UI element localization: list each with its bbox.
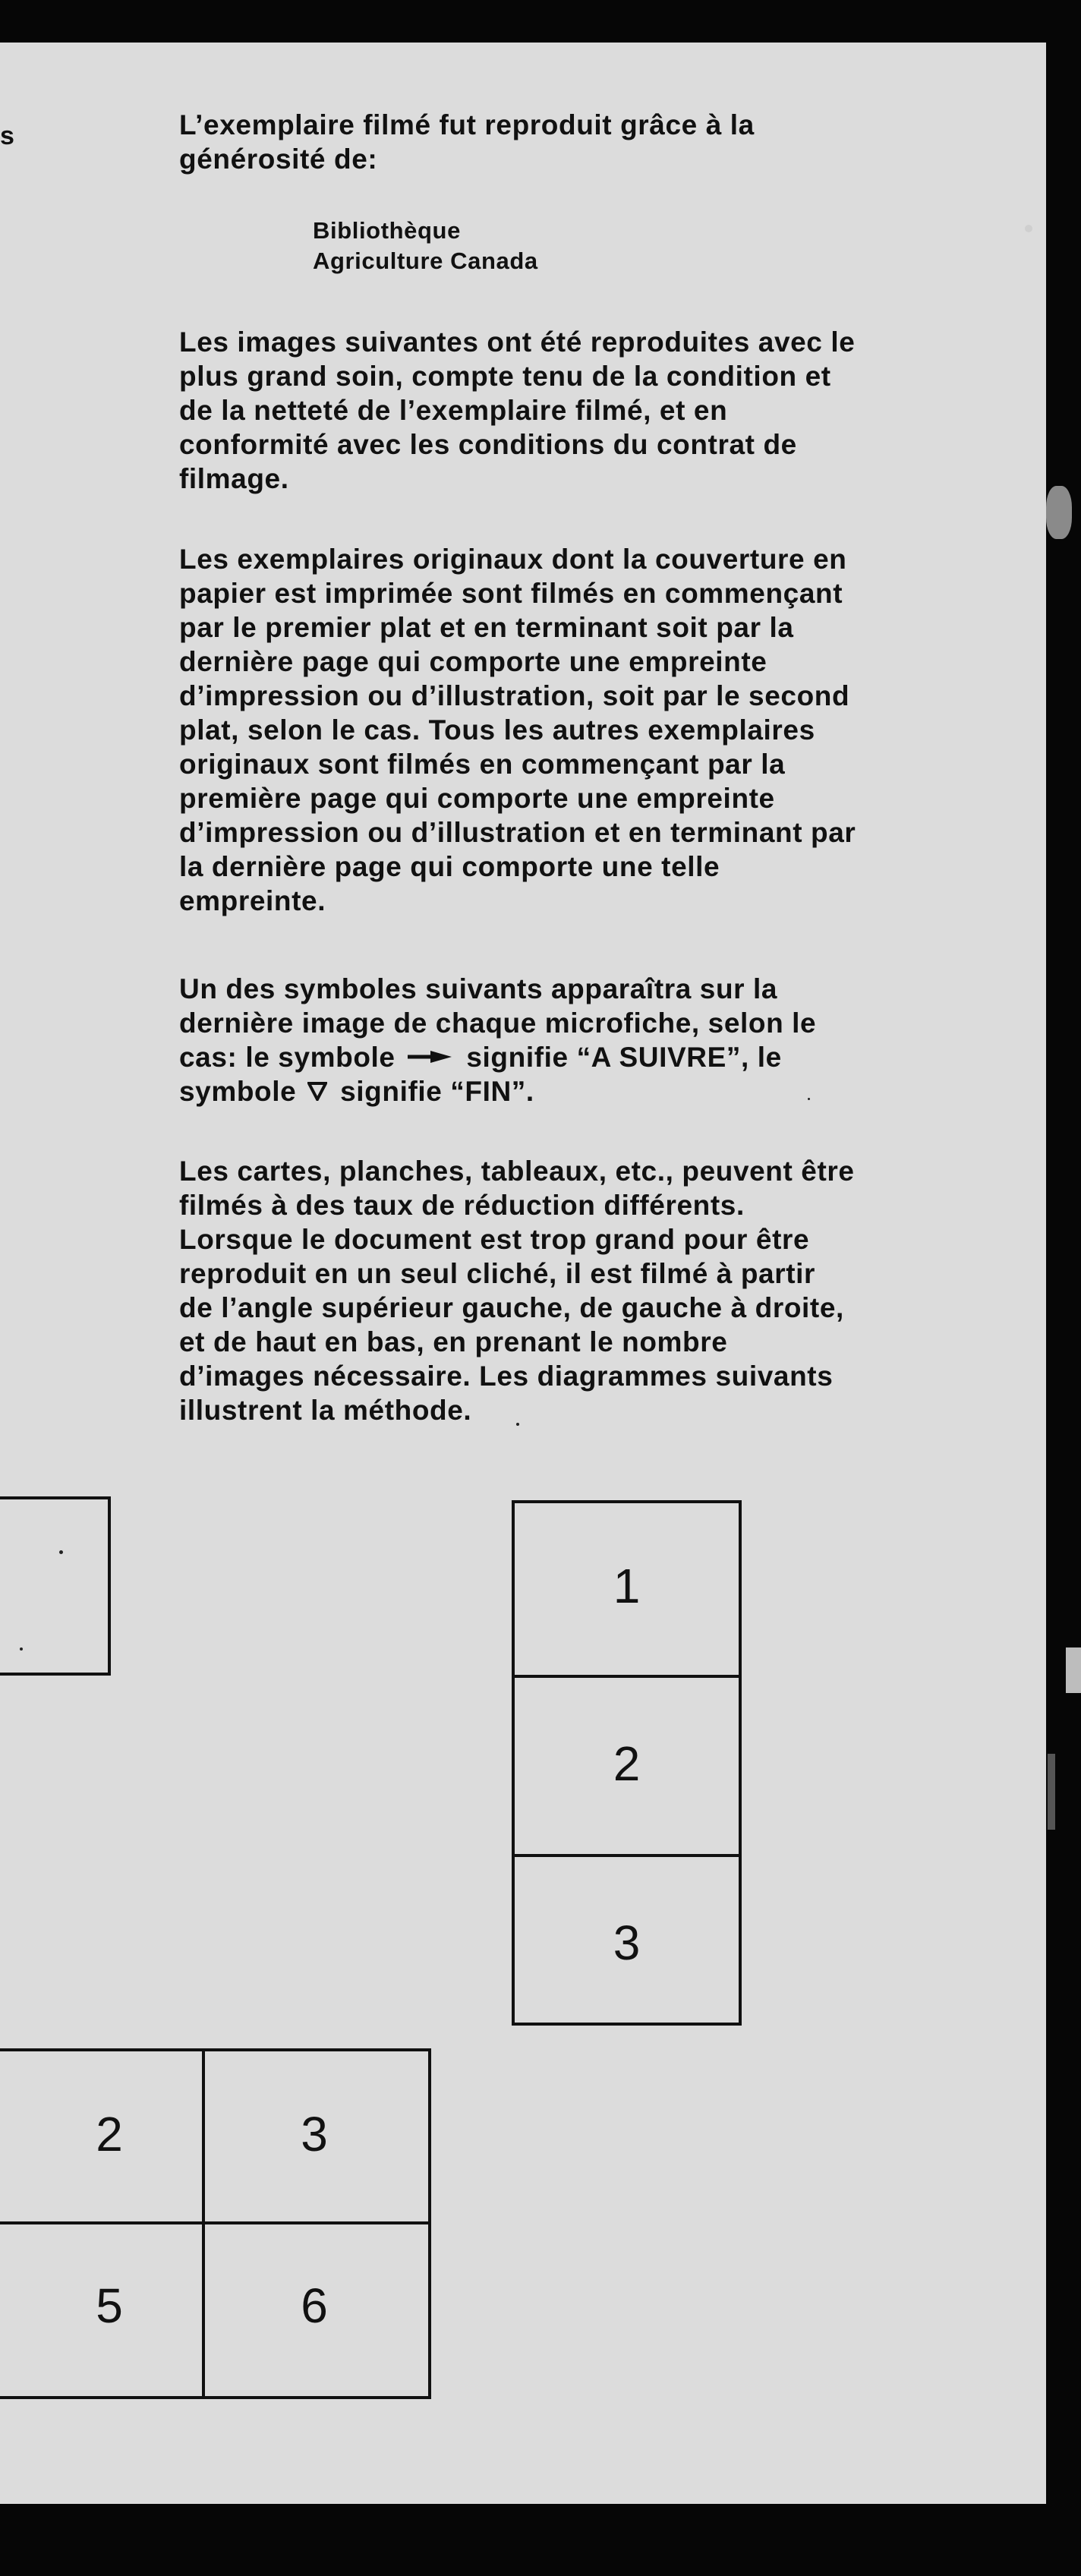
scan-speck xyxy=(808,1098,810,1100)
paragraph-reproduction xyxy=(179,325,923,496)
diagram-vertical-divider-2 xyxy=(515,1854,739,1857)
symbols-line-3-start: cas: le symbole xyxy=(179,1042,396,1073)
symbols-line-4-end: signifie “FIN”. xyxy=(340,1076,534,1107)
diagram-vertical-cell-3: 3 xyxy=(613,1915,641,1970)
scanned-page xyxy=(0,43,1046,2504)
paragraph-maps xyxy=(179,1154,923,1427)
paragraph-reproduction-text: Les images suivantes ont été reproduites avec le plus grand soin, compte tenu de la condition et de la netteté de l’exemplaire filmé, et en conformité avec les conditions du contrat de filmage. xyxy=(179,326,856,494)
symbols-line-4-start: symbole xyxy=(179,1076,297,1107)
paragraph-maps-text: Les cartes, planches, tableaux, etc., peuvent être filmés à des taux de réduction différents. Lorsque le document est trop grand pour être reproduit en un seul cliché, il est filmé à partir de l’angle supérieur gauche, de gauche à droite, et de haut en bas, en prenant le nombre d’images nécessaire. Les diagrammes suivants illustrent la méthode. xyxy=(179,1156,855,1426)
paragraph-originals-text: Les exemplaires originaux dont la couverture en papier est imprimée sont filmés en commençant par le premier plat et en terminant soit par la dernière page qui comporte une empreinte d’impression ou d’illustration, soit par le second plat, selon le cas. Tous les autres exemplaires originaux sont filmés en commençant par la première page qui comporte une empreinte d’impression ou d’illustration et en terminant par la dernière page qui comporte une telle empreinte. xyxy=(179,544,856,916)
intro-paragraph xyxy=(179,108,923,176)
paragraph-originals xyxy=(179,542,923,918)
diagram-grid-cell-2: 2 xyxy=(96,2107,123,2161)
library-text: Bibliothèque Agriculture Canada xyxy=(313,217,538,274)
diagram-vertical-cell-1: 1 xyxy=(613,1559,641,1613)
diagram-grid xyxy=(0,2048,431,2399)
scan-speck xyxy=(20,1647,23,1651)
diagram-grid-hline xyxy=(0,2221,428,2224)
scan-artifact xyxy=(1046,486,1072,539)
symbols-line-4 xyxy=(179,1074,923,1108)
triangle-down-icon xyxy=(307,1081,327,1101)
scan-speck xyxy=(59,1550,63,1554)
scan-artifact xyxy=(1048,1754,1055,1830)
symbols-line-1: Un des symboles suivants apparaîtra sur la xyxy=(179,973,778,1004)
scan-artifact xyxy=(1066,1647,1081,1693)
scan-artifact xyxy=(1025,225,1032,232)
diagram-vertical xyxy=(512,1500,742,2026)
diagram-vertical-divider-1 xyxy=(515,1675,739,1678)
intro-text: L’exemplaire filmé fut reproduit grâce à la générosité de: xyxy=(179,109,755,175)
symbols-line-2: dernière image de chaque microfiche, selon le xyxy=(179,1007,817,1039)
diagram-grid-cell-6: 6 xyxy=(301,2278,328,2333)
diagram-grid-cell-3: 3 xyxy=(301,2107,328,2161)
diagram-top-left xyxy=(0,1496,111,1676)
scan-speck xyxy=(516,1423,519,1426)
paragraph-symbols xyxy=(179,972,923,1108)
diagram-grid-cell-5: 5 xyxy=(96,2278,123,2333)
arrow-right-icon xyxy=(408,1050,452,1064)
diagram-vertical-cell-2: 2 xyxy=(613,1736,641,1791)
library-name xyxy=(313,216,1046,276)
symbols-line-3-end: signifie “A SUIVRE”, le xyxy=(466,1042,782,1073)
edge-character: s xyxy=(0,121,14,150)
symbols-line-3 xyxy=(179,1040,923,1074)
